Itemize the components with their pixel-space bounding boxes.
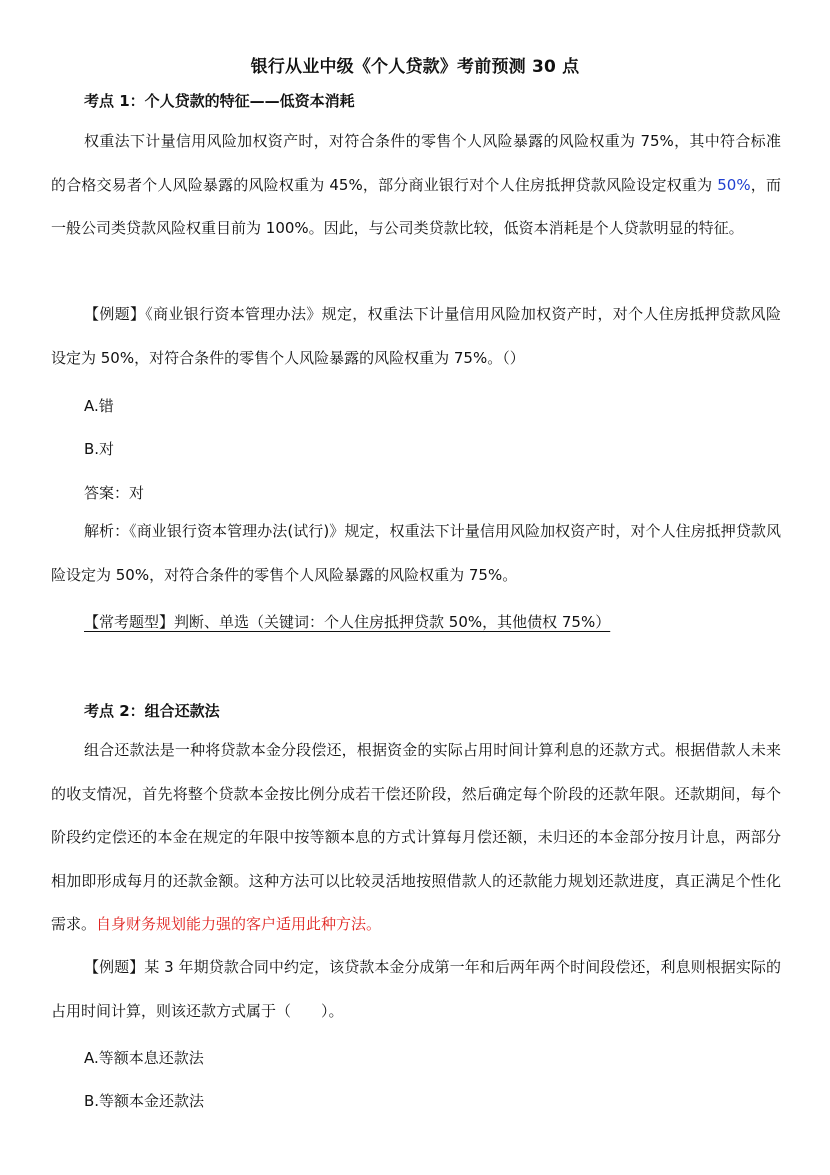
section2-heading: 考点 2：组合还款法 <box>84 702 220 720</box>
section1-answer: 答案：对 <box>84 484 145 502</box>
section1-option-a: A.错 <box>84 397 114 415</box>
section1-example: 【例题】《商业银行资本管理办法》规定，权重法下计量信用风险加权资产时，对个人住房抵押贷款风险设定为 50%，对符合条件的零售个人风险暴露的风险权重为 75%。（） <box>51 305 781 367</box>
section1-common-type: 【常考题型】判断、单选（关键词：个人住房抵押贷款 50%，其他债权 75%） <box>84 613 611 631</box>
document-title: 银行从业中级《个人贷款》考前预测 30 点 <box>250 57 580 77</box>
section1-option-b: B.对 <box>84 440 115 458</box>
section2-option-a: A.等额本息还款法 <box>84 1049 204 1067</box>
section1-text-1: 权重法下计量信用风险加权资产时，对符合条件的零售个人风险暴露的风险权重为 75%，其中符合标准的合格交易者个人风险暴露的风险权重为 45%，部分商业银行对个人住房抵押贷款风险设定权重为 <box>51 132 781 194</box>
section1-paragraph <box>51 120 781 251</box>
section2-example: 【例题】某 3 年期贷款合同中约定，该贷款本金分成第一年和后两年两个时间段偿还，利息则根据实际的占用时间计算，则该还款方式属于（ ）。 <box>51 958 781 1020</box>
section2-highlight-red: 自身财务规划能力强的客户适用此种方法。 <box>96 915 382 933</box>
section1-text-2: ，而一般公司类贷款风险权重目前为 100%。因此，与公司类贷款比较，低资本消耗是个人贷款明显的特征。 <box>51 175 781 237</box>
section2-text: 组合还款法是一种将贷款本金分段偿还，根据资金的实际占用时间计算利息的还款方式。根据借款人未来的收支情况，首先将整个贷款本金按比例分成若干偿还阶段，然后确定每个阶段的还款年限。还款期间，每个阶段约定偿还的本金在规定的年限中按等额本息的方式计算每月偿还额，未归还的本金部分按月计息，两部分相加即形成每月的还款金额。这种方法可以比较灵活地按照借款人的还款能力规划还款进度，真正满足个性化需求。 <box>51 741 781 933</box>
section1-highlight-blue: 50% <box>717 175 751 194</box>
section1-heading: 考点 1：个人贷款的特征——低资本消耗 <box>84 92 355 110</box>
section2-option-b: B.等额本金还款法 <box>84 1092 205 1110</box>
section1-analysis: 解析：《商业银行资本管理办法(试行)》规定，权重法下计量信用风险加权资产时，对个人住房抵押贷款风险设定为 50%，对符合条件的零售个人风险暴露的风险权重为 75%。 <box>51 522 781 584</box>
section2-paragraph <box>51 729 781 947</box>
